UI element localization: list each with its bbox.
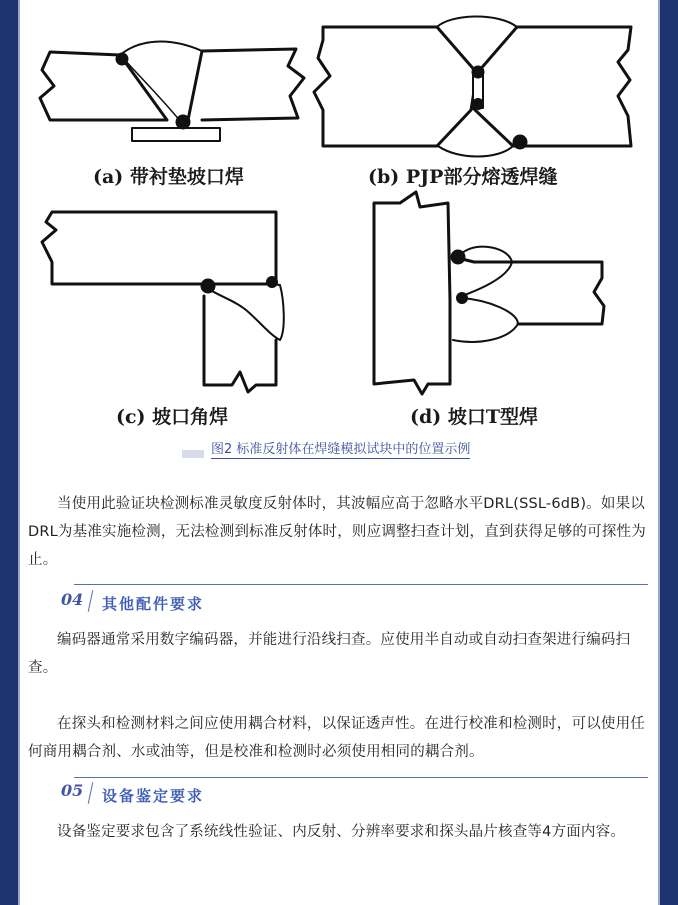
- weld-diagram-figure: [18, 0, 660, 430]
- section-04-slash: [88, 590, 94, 612]
- paragraph-couplant: 在探头和检测材料之间应使用耦合材料，以保证透声性。在进行校准和检测时，可以使用任何商用耦合剂、水或油等，但是校准和检测时必须使用相同的耦合剂。: [28, 716, 645, 760]
- figure-label-d: (d) 坡口T型焊: [410, 406, 539, 428]
- section-05-title: 设备鉴定要求: [102, 787, 205, 805]
- figure-label-b: (b) PJP部分熔透焊缝: [368, 166, 558, 188]
- diagram-d: [374, 192, 604, 394]
- section-04-number: 04: [61, 590, 84, 609]
- section-04-title: 其他配件要求: [102, 595, 205, 613]
- figure-label-c: (c) 坡口角焊: [116, 406, 229, 428]
- diagram-b: [314, 16, 631, 156]
- section-05-number: 05: [61, 781, 84, 800]
- paragraph-encoder: 编码器通常采用数字编码器，并能进行沿线扫查。应使用半自动或自动扫查架进行编码扫查。: [28, 632, 631, 676]
- figure-label-a: (a) 带衬垫坡口焊: [93, 166, 244, 188]
- section-04-divider: [74, 584, 648, 585]
- section-05-slash: [88, 782, 94, 804]
- figure-caption: 图2 标准反射体在焊缝模拟试块中的位置示例: [211, 438, 470, 459]
- caption-marker: [182, 450, 204, 458]
- diagram-c: [42, 212, 284, 392]
- paragraph-sensitivity: 当使用此验证块检测标准灵敏度反射体时，其波幅应高于忽略水平DRL(SSL-6dB)。如果以DRL为基准实施检测，无法检测到标准反射体时，则应调整扫查计划，直到获得足够的可探性为止。: [28, 496, 646, 568]
- section-05-divider: [74, 777, 648, 778]
- paragraph-equipment: 设备鉴定要求包含了系统线性验证、内反射、分辨率要求和探头晶片核查等4方面内容。: [57, 824, 626, 840]
- diagram-a: [40, 42, 304, 141]
- article-page: [18, 0, 660, 905]
